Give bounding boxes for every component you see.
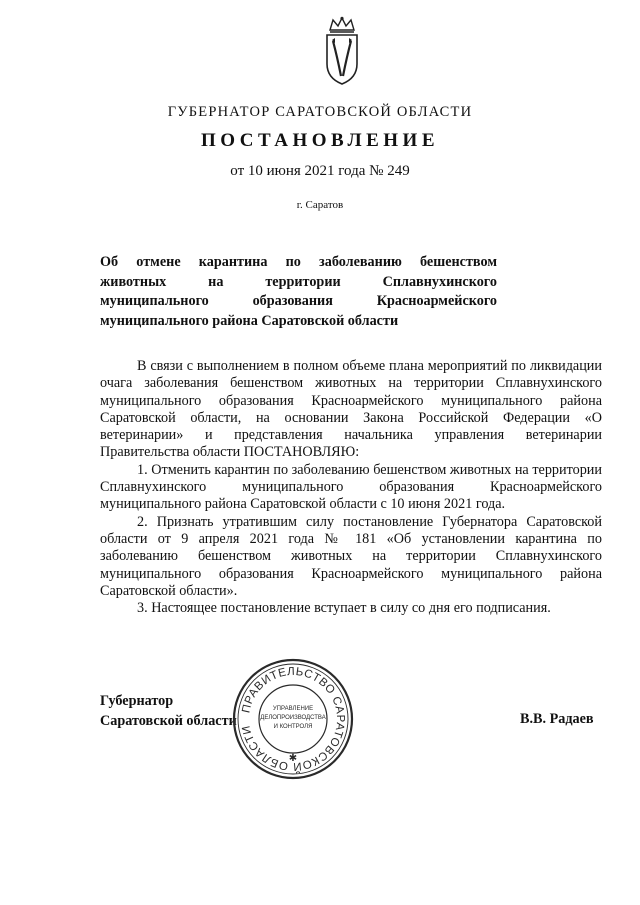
title-line: муниципального образования Красноармейского	[100, 293, 497, 309]
document-type: ПОСТАНОВЛЕНИЕ	[200, 130, 440, 151]
seal-star-icon: ✱	[288, 753, 298, 764]
resolution-item-3: 3. Настоящее постановление вступает в силу со дня его подписания.	[137, 600, 551, 617]
seal-center-line: ДЕЛОПРОИЗВОДСТВА	[260, 715, 326, 721]
saratov-coat-of-arms-icon	[322, 16, 362, 86]
issuing-authority: ГУБЕРНАТОР САРАТОВСКОЙ ОБЛАСТИ	[167, 104, 473, 120]
document-title	[100, 253, 497, 331]
signatory-position	[100, 691, 237, 731]
document-city: г. Саратов	[296, 199, 344, 211]
signatory-position-line: Саратовской области	[100, 713, 237, 729]
document-body	[100, 358, 602, 617]
seal-center-line: УПРАВЛЕНИЕ	[272, 706, 314, 712]
seal-ring-text: ПРАВИТЕЛЬСТВО САРАТОВСКОЙ ОБЛАСТИ	[240, 665, 347, 773]
preamble-paragraph: В связи с выполнением в полном объеме плана мероприятий по ликвидации очага заболевания бешенством животных на территории Сплавнухинского муниципального образования Красноармейского муниципального района Саратовской области, на основании Закона Российской Федерации «О ветеринарии» и представления начальника управления ветеринарии Правительства области ПОСТАНОВЛЯЮ:	[100, 358, 602, 461]
signatory-name: В.В. Радаев	[520, 711, 594, 727]
official-seal-icon	[231, 657, 355, 781]
resolution-item-1: 1. Отменить карантин по заболеванию бешенством животных на территории Сплавнухинского муниципального образования Красноармейского муниципального района Саратовской области с 10 июня 2021 года.	[100, 461, 602, 513]
document-date-number: от 10 июня 2021 года № 249	[230, 163, 410, 179]
title-line: Об отмене карантина по заболеванию бешенством	[100, 254, 497, 270]
signatory-position-line: Губернатор	[100, 693, 174, 709]
title-line: животных на территории Сплавнухинского	[100, 273, 497, 290]
seal-center-line: И КОНТРОЛЯ	[273, 724, 313, 730]
resolution-item-2: 2. Признать утратившим силу постановление Губернатора Саратовской области от 9 апреля 2021 года № 181 «Об установлении карантина по заболеванию бешенством животных на территории Сплавнухинского муниципального образования Красноармейского муниципального района Саратовской области».	[100, 513, 602, 599]
title-line: муниципального района Саратовской области	[100, 312, 399, 329]
